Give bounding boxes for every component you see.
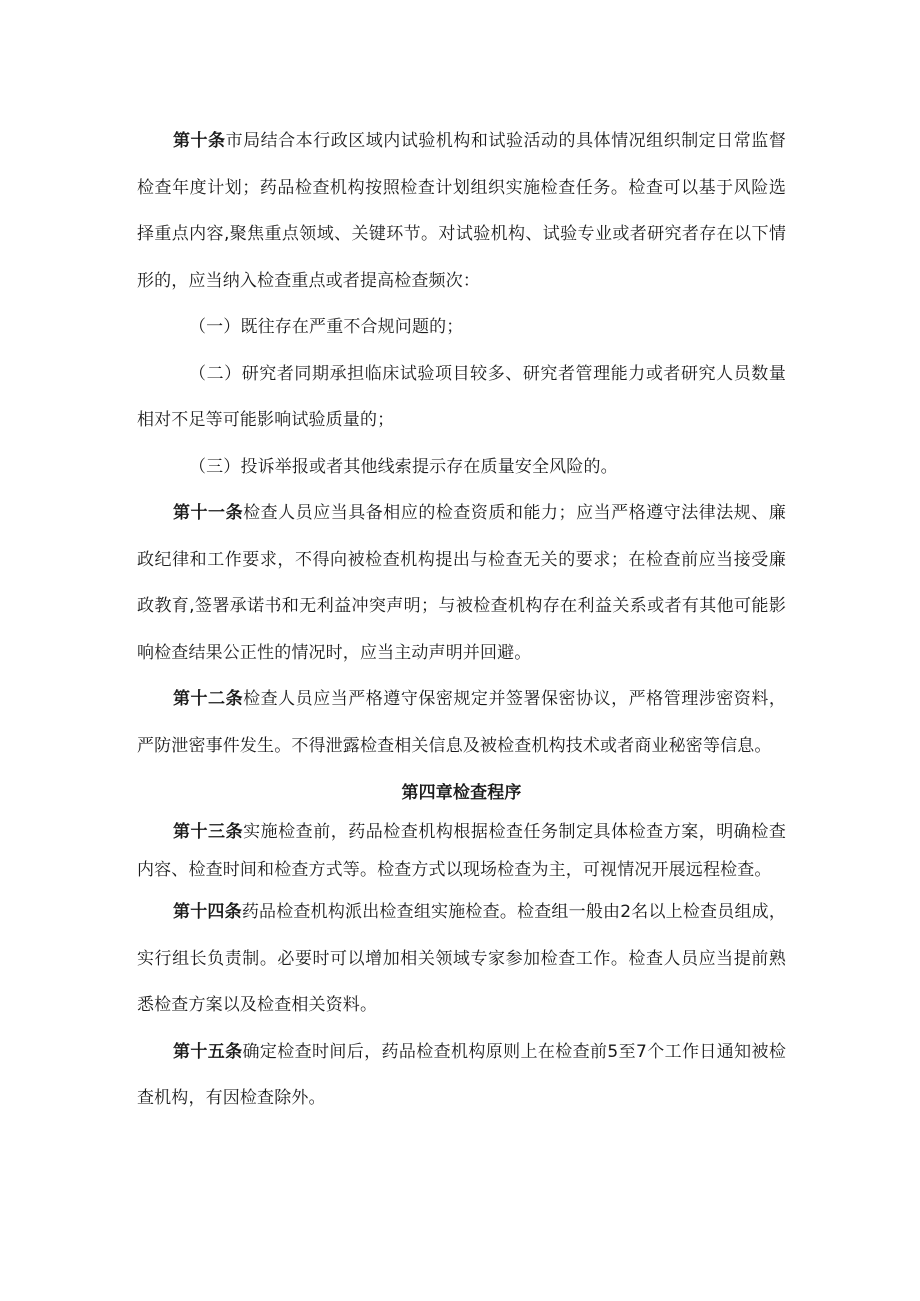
article-heading: 第十二条	[173, 689, 244, 709]
article-14	[137, 889, 786, 1029]
article-heading: 第十三条	[173, 822, 244, 842]
article-heading: 第十五条	[173, 1041, 243, 1062]
article-13	[137, 813, 786, 889]
list-item: （二）研究者同期承担临床试验项目较多、研究者管理能力或者研究人员数量相对不足等可能影响试验质量的；	[137, 363, 786, 430]
article-11	[137, 490, 786, 676]
article-10	[137, 118, 786, 304]
article-12	[137, 676, 786, 769]
article-text: 检查人员应当严格遵守保密规定并签署保密协议，严格管理涉密资料，严防泄密事件发生。不得泄露检查相关信息及被检查机构技术或者商业秘密等信息。	[137, 689, 786, 756]
article-text: 检查人员应当具备相应的检查资质和能力；应当严格遵守法律法规、廉政纪律和工作要求，不得向被检查机构提出与检查无关的要求；在检查前应当接受廉政教育,签署承诺书和无利益冲突声明；与被检查机构存在利益关系或者有其他可能影响检查结果公正性的情况时，应当主动声明并回避。	[137, 503, 786, 663]
list-item: （三）投诉举报或者其他线索提示存在质量安全风险的。	[189, 456, 618, 477]
article-text: 市局结合本行政区域内试验机构和试验活动的具体情况组织制定日常监督检查年度计划；药品检查机构按照检查计划组织实施检查任务。检查可以基于风险选择重点内容,聚焦重点领域、关键环节。对试验机构、试验专业或者研究者存在以下情形的，应当纳入检查重点或者提高检查频次：	[137, 131, 786, 291]
article-15	[137, 1029, 786, 1122]
article-text: 药品检查机构派出检查组实施检查。检查组一般由2名以上检查员组成，实行组长负责制。必要时可以增加相关领域专家参加检查工作。检查人员应当提前熟悉检查方案以及检查相关资料。	[137, 902, 786, 1015]
list-item: （一）既往存在严重不合规问题的；	[189, 317, 464, 337]
article-heading: 第十条	[173, 131, 226, 151]
article-heading: 第十一条	[173, 503, 244, 523]
article-text: 实施检查前，药品检查机构根据检查任务制定具体检查方案，明确检查内容、检查时间和检查方式等。检查方式以现场检查为主，可视情况开展远程检查。	[137, 822, 786, 880]
chapter-title: 第四章检查程序	[401, 783, 522, 803]
article-heading: 第十四条	[173, 902, 242, 922]
article-text: 确定检查时间后，药品检查机构原则上在检查前5至7个工作日通知被检查机构，有因检查除外。	[137, 1041, 786, 1108]
